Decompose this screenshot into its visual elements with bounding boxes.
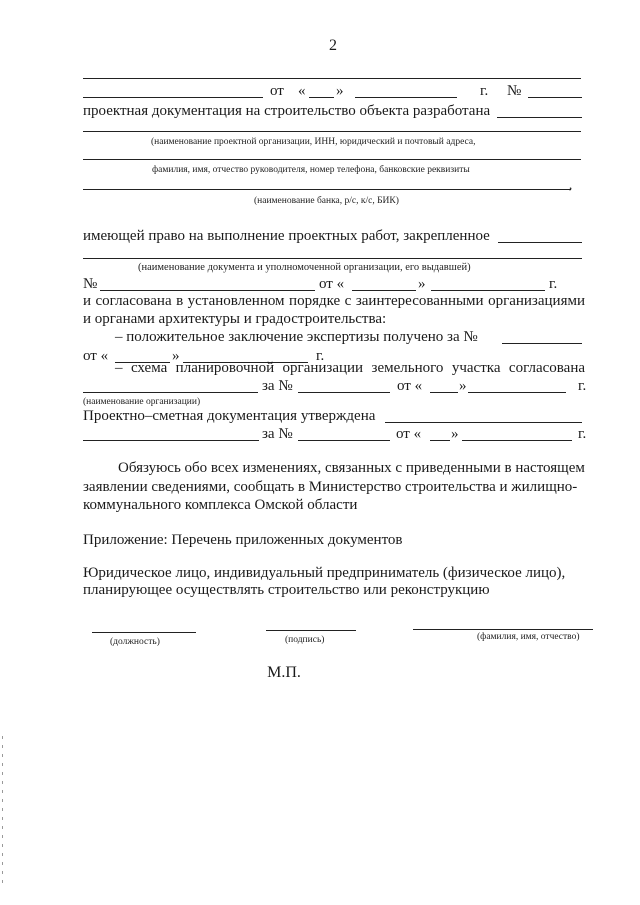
blank-day[interactable] bbox=[430, 440, 450, 441]
expert-opinion-text: – положительное заключение экспертизы получено за № bbox=[115, 329, 478, 345]
caption-signature: (подпись) bbox=[285, 635, 325, 645]
blank-line[interactable] bbox=[83, 97, 263, 98]
caption-document: (наименование документа и уполномоченной организации, его выдавшей) bbox=[138, 262, 471, 273]
blank-date[interactable] bbox=[355, 97, 457, 98]
signer-line-2: планирующее осуществлять строительство или реконструкцию bbox=[83, 582, 490, 598]
blank-line[interactable] bbox=[83, 131, 581, 132]
caption-position: (должность) bbox=[110, 637, 160, 647]
quote-close: » bbox=[459, 378, 467, 394]
label-ot: от « bbox=[319, 276, 345, 292]
obligation-line-1: Обязуюсь обо всех изменениях, связанных с приведенными в настоящем bbox=[118, 460, 585, 476]
page-number: 2 bbox=[329, 37, 337, 54]
comma: , bbox=[569, 177, 573, 192]
label-ot: от bbox=[270, 83, 284, 99]
estimate-text: Проектно–сметная документация утверждена bbox=[83, 408, 376, 424]
label-no: № bbox=[507, 83, 522, 99]
blank-line[interactable] bbox=[497, 117, 582, 118]
label-za-no: за № bbox=[262, 426, 293, 442]
caption-org: (наименование проектной организации, ИНН, юридический и почтовый адреса, bbox=[151, 137, 476, 147]
caption-organization: (наименование организации) bbox=[83, 397, 201, 407]
agreed-line-1: и согласована в установленном порядке с заинтересованными организациями bbox=[83, 293, 585, 309]
agreed-line-2: и органами архитектуры и градостроительства: bbox=[83, 311, 387, 327]
design-right-text: имеющей право на выполнение проектных работ, закрепленное bbox=[83, 228, 490, 244]
scheme-text: – схема планировочной организации земельного участка согласована bbox=[115, 360, 585, 376]
label-g: г. bbox=[480, 83, 489, 99]
blank-line[interactable] bbox=[83, 440, 259, 441]
blank-line[interactable] bbox=[83, 159, 581, 160]
blank-number[interactable] bbox=[100, 290, 315, 291]
signature-position-line[interactable] bbox=[92, 632, 196, 633]
blank-number[interactable] bbox=[298, 392, 390, 393]
blank-day[interactable] bbox=[430, 392, 458, 393]
signature-sign-line[interactable] bbox=[266, 630, 356, 631]
label-no: № bbox=[83, 276, 98, 292]
blank-date[interactable] bbox=[462, 440, 572, 441]
label-g: г. bbox=[316, 348, 325, 364]
obligation-line-3: коммунального комплекса Омской области bbox=[83, 497, 358, 513]
caption-full-name: (фамилия, имя, отчество) bbox=[477, 632, 580, 642]
blank-day[interactable] bbox=[309, 97, 334, 98]
label-za-no: за № bbox=[262, 378, 293, 394]
blank-line[interactable] bbox=[498, 242, 582, 243]
project-docs-text: проектная документация на строительство объекта разработана bbox=[83, 103, 491, 119]
label-g: г. bbox=[578, 426, 587, 442]
blank-line[interactable] bbox=[83, 258, 582, 259]
caption-head: фамилия, имя, отчество руководителя, номер телефона, банковские реквизиты bbox=[152, 165, 470, 175]
blank-date[interactable] bbox=[431, 290, 545, 291]
label-ot: от « bbox=[397, 378, 423, 394]
quote-close: » bbox=[336, 83, 344, 99]
blank-line[interactable] bbox=[385, 422, 582, 423]
blank-line[interactable] bbox=[83, 189, 571, 190]
blank-number[interactable] bbox=[502, 343, 582, 344]
attachment-text: Приложение: Перечень приложенных документов bbox=[83, 532, 403, 548]
signer-line-1: Юридическое лицо, индивидуальный предприниматель (физическое лицо), bbox=[83, 565, 566, 581]
blank-date[interactable] bbox=[468, 392, 566, 393]
label-g: г. bbox=[549, 276, 558, 292]
blank-line[interactable] bbox=[83, 78, 581, 79]
label-ot: от « bbox=[396, 426, 422, 442]
signature-name-line[interactable] bbox=[413, 629, 593, 630]
blank-line[interactable] bbox=[83, 392, 258, 393]
caption-bank: (наименование банка, р/с, к/с, БИК) bbox=[254, 196, 399, 206]
label-ot: от « bbox=[83, 348, 109, 364]
scan-marks bbox=[2, 736, 4, 889]
blank-number[interactable] bbox=[528, 97, 582, 98]
quote-close: » bbox=[172, 348, 180, 364]
quote-close: » bbox=[418, 276, 426, 292]
quote-open: « bbox=[298, 83, 306, 99]
label-g: г. bbox=[578, 378, 587, 394]
quote-close: » bbox=[451, 426, 459, 442]
blank-number[interactable] bbox=[298, 440, 390, 441]
obligation-line-2: заявлении сведениями, сообщать в Министерство строительства и жилищно- bbox=[83, 479, 578, 495]
blank-day[interactable] bbox=[352, 290, 416, 291]
stamp-mark: М.П. bbox=[267, 664, 301, 681]
